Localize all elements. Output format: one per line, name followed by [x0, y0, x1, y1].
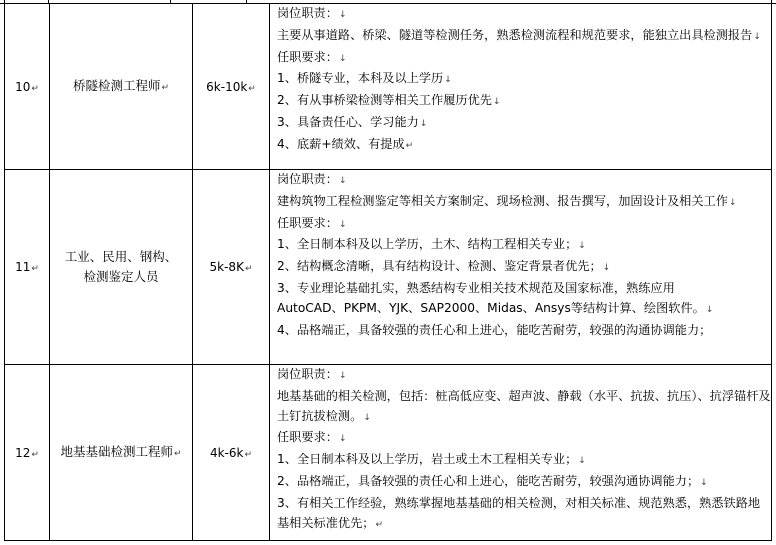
- duty-text: 主要从事道路、桥梁、隧道等检测任务，熟悉检测流程和规范要求，能独立出具检测报告: [277, 27, 753, 42]
- job-title: 地基基础检测工程师: [60, 443, 173, 459]
- requirement-item: 1、全日制本科及以上学历，土木、结构工程相关专业；: [277, 237, 578, 252]
- paragraph-mark: ↵: [248, 83, 256, 94]
- duty-label: 岗位职责：: [277, 172, 338, 186]
- job-listing-table: [4, 3, 772, 541]
- salary: 6k-10k: [206, 79, 248, 94]
- paragraph-mark: ↵: [244, 264, 253, 274]
- duty-text: 地基基础的相关检测，包括：桩高低应变、超声波、静载（水平、抗拔、抗压）、抗浮锚杆及土钉抗拔检测。: [277, 388, 771, 423]
- paragraph-mark: ↵: [31, 83, 39, 94]
- salary-cell: [193, 365, 270, 541]
- line-break-mark: ↓: [700, 477, 708, 488]
- duty-label: 岗位职责：: [277, 6, 338, 20]
- requirement-item: 3、有相关工作经验，熟练掌握地基基础的相关检测，对相关标准、规范熟悉，熟悉铁路地基相关标准优先；: [277, 495, 761, 530]
- requirement-item: 2、品格端正，具备较强的责任心和上进心，能吃苦耐劳，较强沟通协调能力；: [277, 473, 700, 488]
- row-number: 12: [15, 445, 31, 460]
- table-row: [5, 4, 772, 170]
- requirement-item: AutoCAD、PKPM、YJK、SAP2000、Midas、Ansys等结构计算、绘图软件。: [277, 300, 705, 315]
- paragraph-mark: ↵: [161, 82, 170, 93]
- paragraph-mark: ↵: [244, 449, 253, 460]
- line-break-mark: ↓: [578, 456, 586, 467]
- row-number-cell: [5, 365, 50, 541]
- requirement-item: 2、结构概念清晰，具有结构设计、检测、鉴定背景者优先；: [277, 259, 602, 274]
- paragraph-mark: ↵: [31, 449, 39, 460]
- row-number-cell: [5, 170, 50, 365]
- requirements-label: 任职要求：: [277, 215, 338, 230]
- line-break-mark: ↓: [338, 219, 347, 230]
- requirement-item: 1、桥隧专业，本科及以上学历: [277, 71, 444, 86]
- row-number: 11: [15, 260, 31, 274]
- job-title-cell: [50, 4, 193, 170]
- salary-cell: [193, 170, 270, 365]
- line-break-mark: ↓: [753, 31, 761, 42]
- salary: 4k-6k: [209, 445, 244, 460]
- job-description-cell: [270, 4, 772, 170]
- line-break-mark: ↓: [338, 53, 347, 64]
- job-description-cell: [270, 170, 772, 365]
- line-break-mark: ↓: [338, 434, 347, 445]
- job-description-cell: [270, 365, 772, 541]
- line-break-mark: ↓: [363, 412, 371, 423]
- line-break-mark: ↓: [338, 371, 347, 381]
- row-number-cell: [5, 4, 50, 170]
- requirement-item: 3、专业理论基础扎实，熟悉结构专业相关技术规范及国家标准，熟练应用: [277, 280, 675, 295]
- requirement-item: 2、有从事桥梁检测等相关工作履历优先: [277, 93, 492, 108]
- line-break-mark: ↓: [338, 10, 347, 20]
- paragraph-mark: ↵: [375, 519, 384, 530]
- line-break-mark: ↓: [728, 197, 737, 208]
- requirements-label: 任职要求：: [277, 49, 338, 64]
- salary: 5k-8K: [209, 260, 244, 274]
- line-break-mark: ↓: [705, 304, 714, 315]
- job-title-cell: [50, 365, 193, 541]
- paragraph-mark: ↵: [31, 264, 39, 274]
- job-title: 工业、民用、钢构、检测鉴定人员: [64, 249, 178, 284]
- line-break-mark: ↓: [492, 97, 501, 108]
- requirement-item: 3、具备责任心、学习能力: [277, 114, 419, 129]
- paragraph-mark: ↵: [405, 140, 414, 151]
- requirement-item: 4、品格端正，具备较强的责任心和上进心，能吃苦耐劳，较强的沟通协调能力；: [277, 322, 712, 337]
- row-number: 10: [15, 79, 31, 94]
- duty-text: 建构筑物工程检测鉴定等相关方案制定、现场检测、报告撰写，加固设计及相关工作: [277, 193, 728, 208]
- table-row: [5, 365, 772, 541]
- duty-label: 岗位职责：: [277, 367, 338, 381]
- job-title-cell: [50, 170, 193, 365]
- table-row: [5, 170, 772, 365]
- requirement-item: 1、全日制本科及以上学历，岩土或土木工程相关专业；: [277, 452, 578, 467]
- job-title: 桥隧检测工程师: [72, 77, 161, 93]
- salary-cell: [193, 4, 270, 170]
- requirement-item: 4、底薪+绩效、有提成: [277, 136, 405, 151]
- line-break-mark: ↓: [338, 176, 347, 186]
- line-break-mark: ↓: [602, 263, 611, 274]
- line-break-mark: ↓: [444, 75, 452, 86]
- line-break-mark: ↓: [419, 118, 428, 129]
- line-break-mark: ↓: [578, 241, 586, 252]
- requirements-label: 任职要求：: [277, 430, 338, 445]
- paragraph-mark: ↵: [173, 448, 182, 459]
